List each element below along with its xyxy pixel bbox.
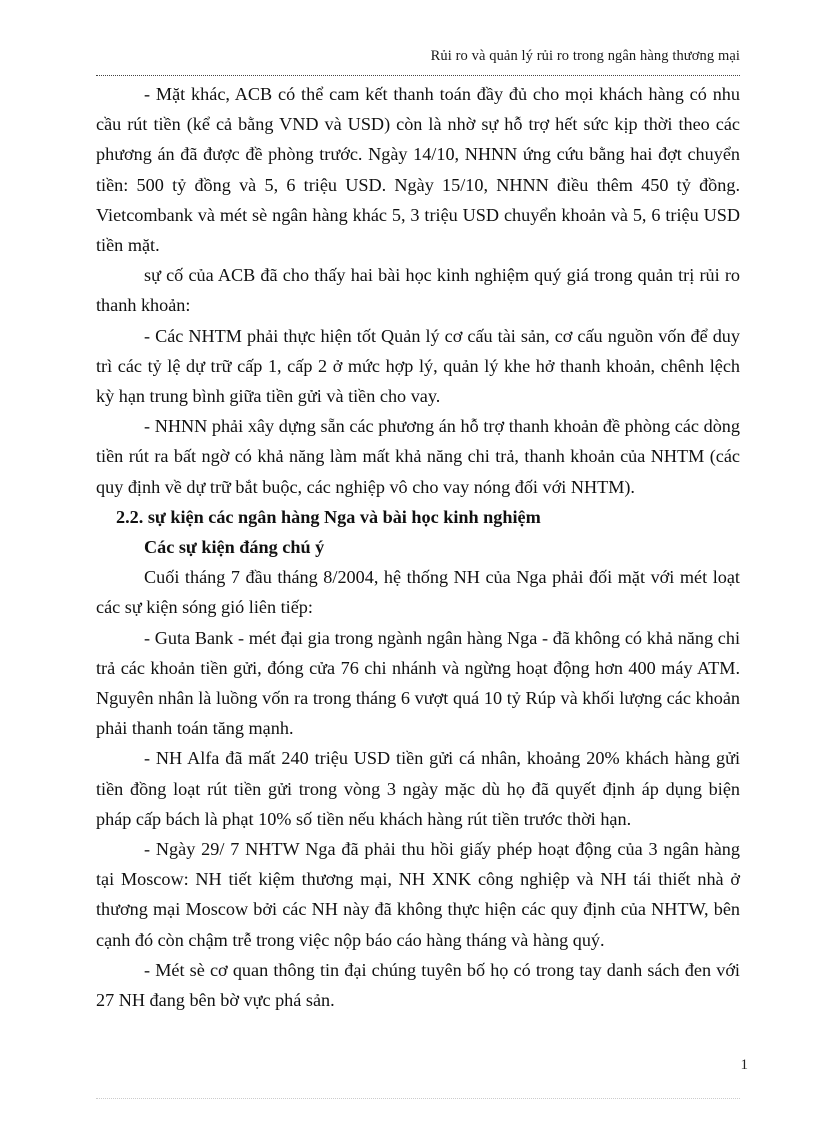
footer-divider (96, 1098, 740, 1099)
paragraph-lesson-nhtm: - Các NHTM phải thực hiện tốt Quản lý cơ cấu tài sản, cơ cấu nguồn vốn để duy trì các tỷ lệ dự trữ cấp 1, cấp 2 ở mức hợp lý, quản lý khe hở thanh khoản, chênh lệch kỳ hạn trung bình giữa tiền gửi và tiền cho vay. (96, 325, 740, 407)
page-number: 1 (740, 1057, 748, 1073)
document-body (96, 79, 740, 1015)
paragraph-lesson-nhnn: - NHNN phải xây dựng sẵn các phương án hỗ trợ thanh khoản đề phòng các dòng tiền rút ra bất ngờ có khả năng làm mất khả năng chi trả, thanh khoản của NHTM (các quy định về dự trữ bắt buộc, các nghiệp vô cho vay nóng đối với NHTM). (96, 416, 740, 497)
subheading: Các sự kiện đáng chú ý (144, 537, 325, 558)
paragraph-alfa-bank: - NH Alfa đã mất 240 triệu USD tiền gửi cá nhân, khoảng 20% khách hàng gửi tiền đồng loạt rút tiền gửi trong vòng 3 ngày mặc dù họ đã quyết định áp dụng biện pháp cấp bách là phạt 10% số tiền nếu khách hàng rút tiền trước thời hạn. (96, 748, 740, 829)
header-divider (96, 75, 740, 76)
paragraph-russia-intro: Cuối tháng 7 đầu tháng 8/2004, hệ thống NH của Nga phải đối mặt với mét loạt các sự kiện sóng gió liên tiếp: (96, 567, 740, 618)
paragraph-license-revocation: - Ngày 29/ 7 NHTW Nga đã phải thu hồi giấy phép hoạt động của 3 ngân hàng tại Moscow: NH tiết kiệm thương mại, NH XNK công nghiệp và NH tái thiết nhà ở thương mại Moscow bởi các NH này đã không thực hiện các quy định của NHTW, bên cạnh đó còn chậm trễ trong việc nộp báo cáo hàng tháng và hàng quý. (96, 839, 740, 950)
section-heading: 2.2. sự kiện các ngân hàng Nga và bài học kinh nghiệm (116, 506, 541, 527)
paragraph-acb-lessons-intro: sự cố của ACB đã cho thấy hai bài học kinh nghiệm quý giá trong quản trị rủi ro thanh khoản: (96, 265, 740, 316)
paragraph-blacklist: - Mét sè cơ quan thông tin đại chúng tuyên bố họ có trong tay danh sách đen với 27 NH đang bên bờ vực phá sản. (96, 959, 740, 1011)
paragraph-guta-bank: - Guta Bank - mét đại gia trong ngành ngân hàng Nga - đã không có khả năng chi trả các khoản tiền gửi, đóng cửa 76 chi nhánh và ngừng hoạt động hơn 400 máy ATM. Nguyên nhân là luồng vốn ra trong tháng 6 vượt quá 10 tỷ Rúp và khối lượng các khoản phải thanh toán tăng mạnh. (96, 627, 740, 739)
paragraph-acb-commitment: - Mặt khác, ACB có thể cam kết thanh toán đầy đủ cho mọi khách hàng có nhu cầu rút tiền (kể cả bằng VND và USD) còn là nhờ sự hỗ trợ hết sức kịp thời theo các phương án đã được đề phòng trước. Ngày 14/10, NHNN ứng cứu bằng hai đợt chuyển tiền: 500 tỷ đồng và 5, 6 triệu USD. Ngày 15/10, NHNN điều thêm 450 tỷ đồng. Vietcombank và mét sè ngân hàng khác 5, 3 triệu USD chuyển khoản và 5, 6 triệu USD tiền mặt. (96, 84, 740, 256)
running-header: Rủi ro và quản lý rủi ro trong ngân hàng thương mại (430, 48, 740, 64)
